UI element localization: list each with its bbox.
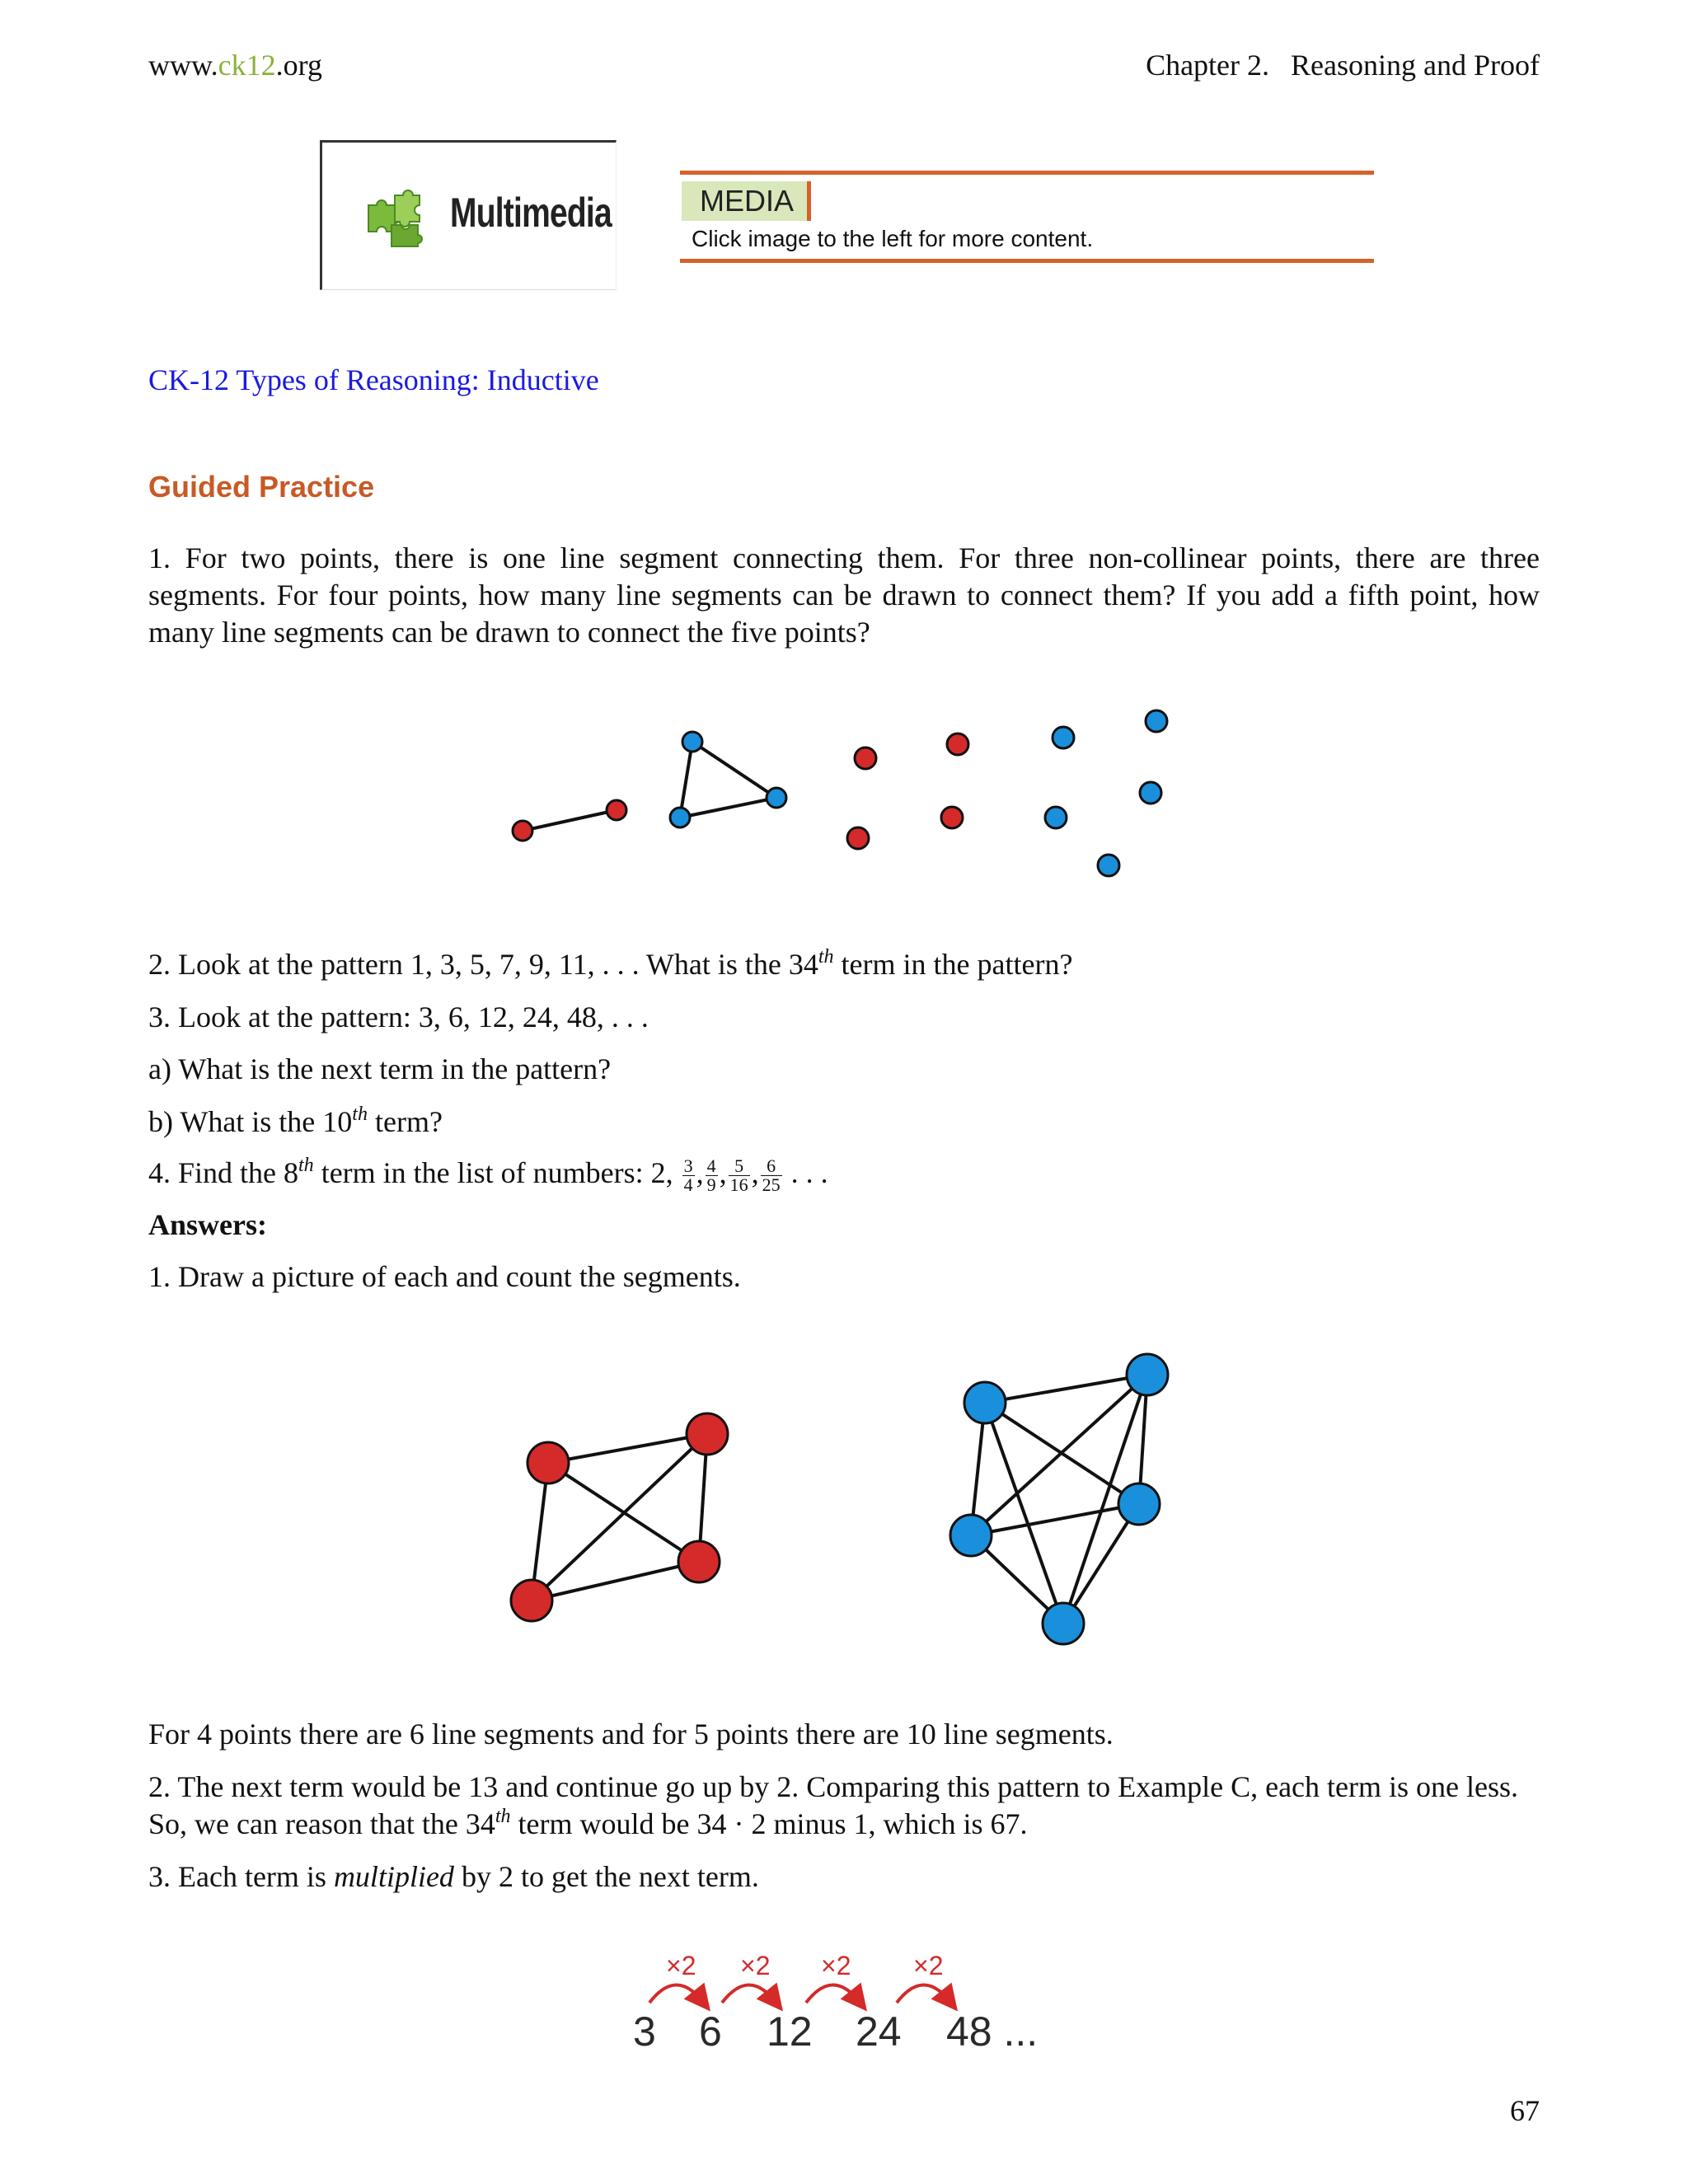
- blue-point: [1098, 855, 1119, 876]
- chapter-header: [1146, 48, 1540, 82]
- media-label: MEDIA: [682, 181, 811, 221]
- multiplier-label: ×2: [666, 1951, 696, 1980]
- blue-point: [1146, 710, 1167, 732]
- answers-heading: Answers:: [148, 1208, 267, 1241]
- sequence-term: 48 ...: [946, 2008, 1039, 2055]
- site-url: www.ck12.org: [148, 49, 322, 82]
- question-3b: b) What is the 10th term?: [148, 1104, 443, 1138]
- multiplier-label: ×2: [821, 1951, 851, 1980]
- multimedia-label: Multimedia: [450, 190, 612, 236]
- blue-point: [682, 732, 702, 752]
- blue-point: [670, 808, 690, 827]
- media-box: [680, 171, 1374, 263]
- blue-point: [1118, 1483, 1160, 1525]
- chapter-number: Chapter 2.: [1146, 49, 1270, 82]
- sequence-term: 24: [856, 2008, 902, 2055]
- page-number: 67: [1510, 2094, 1540, 2127]
- answer-2-line-1: 2. The next term would be 13 and continue go up by 2. Comparing this pattern to Example C, each term is one less.: [148, 1770, 1518, 1803]
- section-title: Guided Practice: [148, 470, 375, 504]
- red-point: [947, 733, 968, 755]
- blue-point: [1140, 782, 1161, 804]
- multiplication-sequence-figure: [610, 1945, 1071, 2060]
- red-point: [855, 748, 876, 769]
- blue-point: [767, 788, 786, 808]
- media-caption: Click image to the left for more content.: [692, 226, 1094, 251]
- fraction: $\frac{6}{25}$: [762, 1155, 781, 1196]
- multimedia-thumbnail[interactable]: [320, 140, 617, 290]
- question-1: 1. For two points, there is one line segment connecting them. For three non-collinear points, there are three segments. For four points, how many line segments can be drawn to connect them? If you add a fifth point, how many line segments can be drawn to connect the five points?: [148, 541, 1540, 649]
- blue-point: [950, 1515, 992, 1556]
- answer-3: 3. Each term is multiplied by 2 to get the next term.: [148, 1860, 759, 1893]
- red-point: [941, 807, 963, 828]
- fraction: $\frac{3}{4}$: [683, 1155, 693, 1196]
- red-point: [511, 1580, 552, 1621]
- red-point: [528, 1442, 569, 1483]
- red-point: [678, 1541, 720, 1582]
- answer-2-line-2: So, we can reason that the 34th term would be 34 · 2 minus 1, which is 67.: [148, 1806, 1028, 1840]
- complete-graphs-figure: [495, 1335, 1195, 1673]
- question-3a: a) What is the next term in the pattern?: [148, 1052, 612, 1085]
- red-point: [513, 821, 532, 841]
- blue-point: [964, 1382, 1006, 1423]
- blue-point: [1045, 807, 1067, 828]
- sequence-term: 3: [633, 2008, 656, 2055]
- red-point: [687, 1413, 728, 1455]
- resource-link[interactable]: CK-12 Types of Reasoning: Inductive: [148, 363, 599, 396]
- blue-point: [1127, 1354, 1168, 1395]
- red-point: [847, 827, 869, 849]
- points-figure-1: [495, 701, 1195, 890]
- red-point: [607, 800, 626, 820]
- question-4: 4. Find the 8th term in the list of numbers: 2, $\frac{3}{4}$ , $\frac{4}{9}$ , $\frac{5}{16}$ , $\frac{6}{25}$ . . .: [148, 1155, 828, 1196]
- puzzle-icon: [363, 189, 424, 250]
- sequence-term: 12: [767, 2008, 813, 2055]
- site-brand: ck12: [218, 49, 276, 82]
- fraction: $\frac{4}{9}$: [706, 1155, 716, 1196]
- answer-1: 1. Draw a picture of each and count the segments.: [148, 1260, 741, 1293]
- blue-point: [1043, 1603, 1084, 1644]
- answer-1-result: For 4 points there are 6 line segments and for 5 points there are 10 line segments.: [148, 1718, 1114, 1750]
- multiplier-label: ×2: [913, 1951, 944, 1980]
- fraction: $\frac{5}{16}$: [729, 1155, 748, 1196]
- sequence-term: 6: [699, 2008, 722, 2055]
- question-3: 3. Look at the pattern: 3, 6, 12, 24, 48, . . .: [148, 1001, 649, 1033]
- blue-point: [1053, 727, 1074, 748]
- question-2: 2. Look at the pattern 1, 3, 5, 7, 9, 11, . . . What is the 34th term in the pattern?: [148, 946, 1073, 981]
- multiplier-label: ×2: [740, 1951, 771, 1980]
- chapter-title: Reasoning and Proof: [1291, 49, 1540, 82]
